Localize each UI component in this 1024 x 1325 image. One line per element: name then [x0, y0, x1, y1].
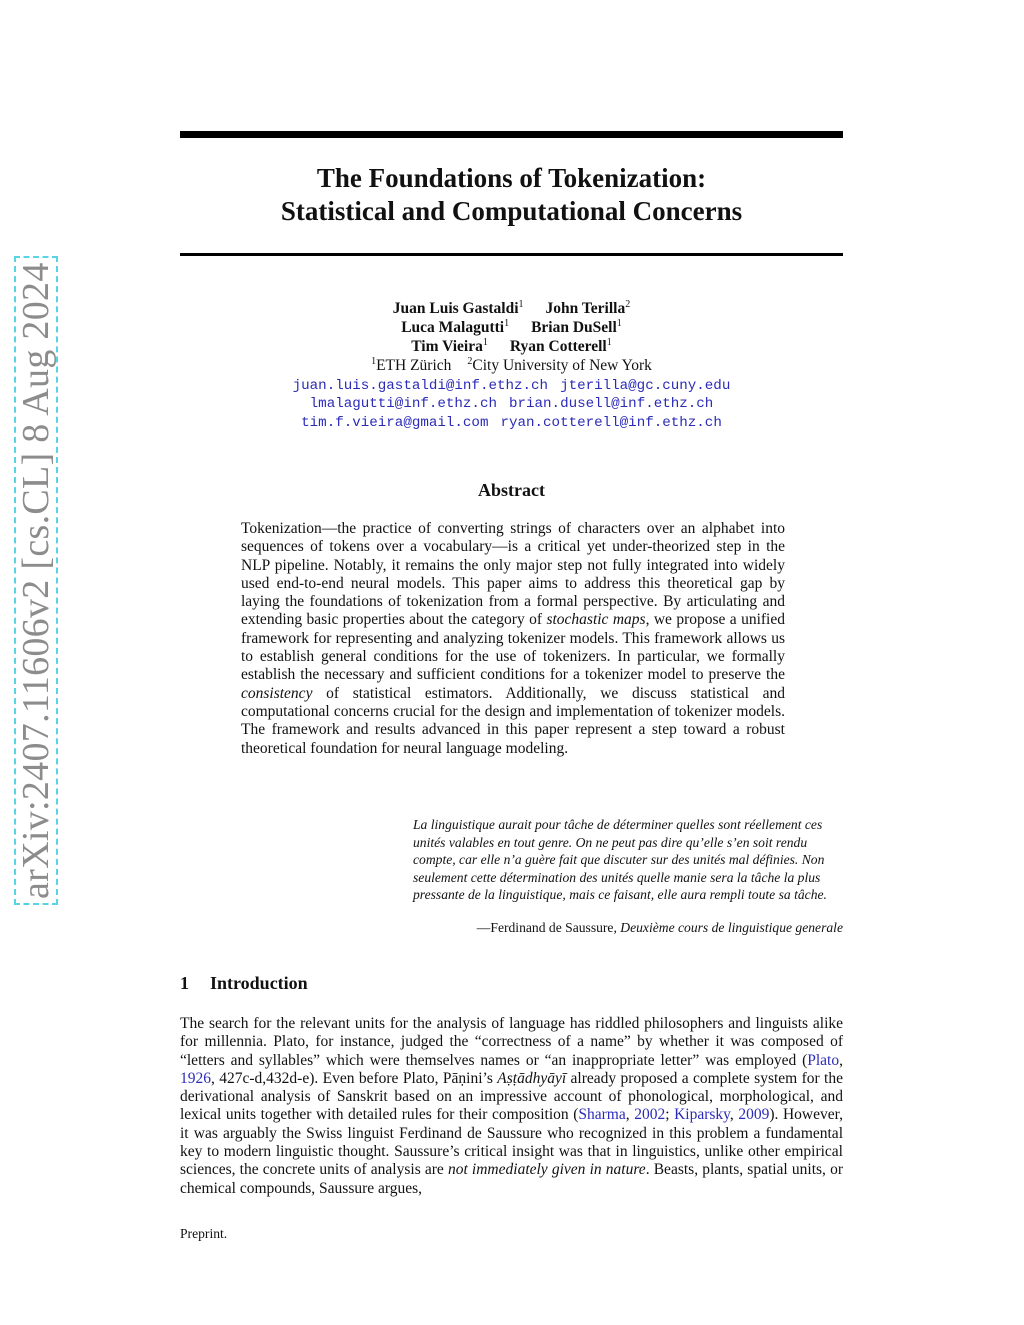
- author-name: Tim Vieira: [411, 338, 483, 355]
- citation-link[interactable]: 2009: [738, 1106, 770, 1124]
- citation-link[interactable]: 2002: [634, 1106, 666, 1124]
- abstract-text-run: , we propose a unified framework for representing and analyzing tokenizer models. This framework allows us to establish general conditions for the use of tokenizers. In particular, we formally establish the necessary and sufficient conditions for a tokenizer model to preserve the: [241, 611, 785, 684]
- body-text: ,: [839, 1051, 843, 1069]
- body-text: . Beasts, plants, spatial units, or chemical compounds, Saussure argues,: [180, 1161, 843, 1197]
- section-title: Introduction: [210, 973, 308, 993]
- email-link[interactable]: lmalagutti@inf.ethz.ch: [309, 396, 497, 413]
- body-text: ). However, it was arguably the Swiss linguist Ferdinand de Saussure who recognized in this problem a fundamental key to modern linguistic thought. Saussure’s critical insight was that in linguistics, unlike other empirical sciences, the concrete units of analysis are: [180, 1106, 844, 1179]
- citation-link[interactable]: Kiparsky: [674, 1106, 730, 1124]
- abstract-emphasis: consistency: [241, 684, 313, 702]
- epigraph-quote: La linguistique aurait pour tâche de déterminer quelles sont réellement ces unités valables en tout genre. On ne peut pas dire qu’elle s’en soit rendu compte, car elle n’a guère fait que discuter sur des unités mal définies. Non seulement cette détermination des unités quelle manie sera la tâche la plus pressante de la linguistique, mais ce faisant, elle aura rempli toute sa tâche.: [413, 817, 827, 903]
- footer-note: Preprint.: [180, 1226, 228, 1241]
- body-text: ,: [625, 1106, 635, 1124]
- epigraph-work: Deuxième cours de linguistique generale: [620, 920, 843, 935]
- affiliation-number: 1: [371, 356, 377, 367]
- arxiv-stamp-text[interactable]: arXiv:2407.11606v2 [cs.CL] 8 Aug 2024: [14, 256, 58, 905]
- title-rule-bottom: [180, 253, 843, 256]
- affiliation-name: ETH Zürich: [376, 357, 452, 374]
- body-text: , 427c-d,432d-e). Even before Plato, Pāṇini’s: [211, 1069, 498, 1087]
- email-link[interactable]: jterilla@gc.cuny.edu: [560, 378, 731, 394]
- email-link[interactable]: brian.dusell@inf.ethz.ch: [508, 396, 714, 413]
- email-link[interactable]: ryan.cotterell@inf.ethz.ch: [500, 414, 722, 431]
- author-affiliation-mark: 1: [616, 318, 622, 329]
- body-text: already proposed a complete system for the derivational analysis of Sanskrit based on an impressive account of phonological, morphological, and lexical units together with detailed rules for their composition (: [180, 1069, 843, 1124]
- abstract-text: [241, 520, 785, 758]
- epigraph-author: —Ferdinand de Saussure,: [476, 920, 621, 935]
- body-emphasis: Aṣṭādhyāyī: [497, 1069, 567, 1087]
- author-row-2: [180, 318, 843, 337]
- author-row-3: [180, 337, 843, 356]
- email-row-1: [180, 377, 843, 395]
- affiliation-number: 2: [467, 356, 473, 367]
- title-line-2: Statistical and Computational Concerns: [280, 196, 743, 226]
- author-block: [180, 299, 843, 375]
- author-affiliation-mark: 1: [518, 299, 524, 310]
- author-affiliation-mark: 1: [504, 318, 510, 329]
- abstract-heading: Abstract: [478, 480, 545, 500]
- body-text: ,: [729, 1106, 739, 1124]
- author-name: Ryan Cotterell: [509, 338, 607, 355]
- abstract-text-run: of statistical estimators. Additionally, we discuss statistical and computational concerns crucial for the design and implementation of tokenizer models. The framework and results advanced in this paper represent a step toward a robust theoretical foundation for neural language modeling.: [241, 684, 785, 757]
- email-block: [180, 377, 843, 432]
- affiliation-name: City University of New York: [472, 357, 652, 374]
- title-line-1: The Foundations of Tokenization:: [316, 163, 707, 193]
- author-affiliation-mark: 1: [482, 337, 488, 348]
- body-text: ;: [665, 1106, 675, 1124]
- paper-title: [180, 162, 843, 228]
- email-row-2: [180, 395, 843, 413]
- author-name: John Terilla: [545, 300, 626, 317]
- citation-link[interactable]: Plato: [807, 1051, 840, 1069]
- section-number: 1: [180, 973, 189, 993]
- section-heading: [180, 973, 843, 994]
- author-name: Juan Luis Gastaldi: [392, 300, 519, 317]
- author-affiliation-mark: 2: [625, 299, 631, 310]
- author-name: Luca Malagutti: [401, 319, 505, 336]
- author-affiliation-mark: 1: [606, 337, 612, 348]
- email-row-3: [180, 414, 843, 432]
- author-name: Brian DuSell: [531, 319, 617, 336]
- introduction-paragraph: [180, 1015, 843, 1198]
- email-link[interactable]: juan.luis.gastaldi@inf.ethz.ch: [292, 378, 549, 394]
- affiliation-row: [180, 356, 843, 375]
- author-row-1: [180, 299, 843, 318]
- title-rule-top: [180, 131, 843, 138]
- body-text: The search for the relevant units for the analysis of language has riddled philosophers and linguists alike for millennia. Plato, for instance, judged the “correctness of a name” by whether it was composed of “letters and syllables” which were themselves names or “an inappropriate letter” was employed (: [180, 1015, 843, 1069]
- body-emphasis: not immediately given in nature: [447, 1161, 646, 1179]
- citation-link[interactable]: Sharma: [578, 1106, 626, 1124]
- abstract-text-run: Tokenization—the practice of converting strings of characters over an alphabet into sequences of tokens over a vocabulary—is a critical yet under-theorized step in the NLP pipeline. Notably, it remains the only major step not fully integrated into widely used end-to-end neural models. This paper aims to address this theoretical gap by laying the foundations of tokenization from a formal perspective. By articulating and extending basic properties about the category of: [241, 520, 785, 629]
- abstract-emphasis: stochastic maps: [546, 611, 646, 629]
- epigraph-attribution: [413, 919, 843, 937]
- citation-link[interactable]: 1926: [180, 1069, 211, 1087]
- email-link[interactable]: tim.f.vieira@gmail.com: [301, 414, 489, 431]
